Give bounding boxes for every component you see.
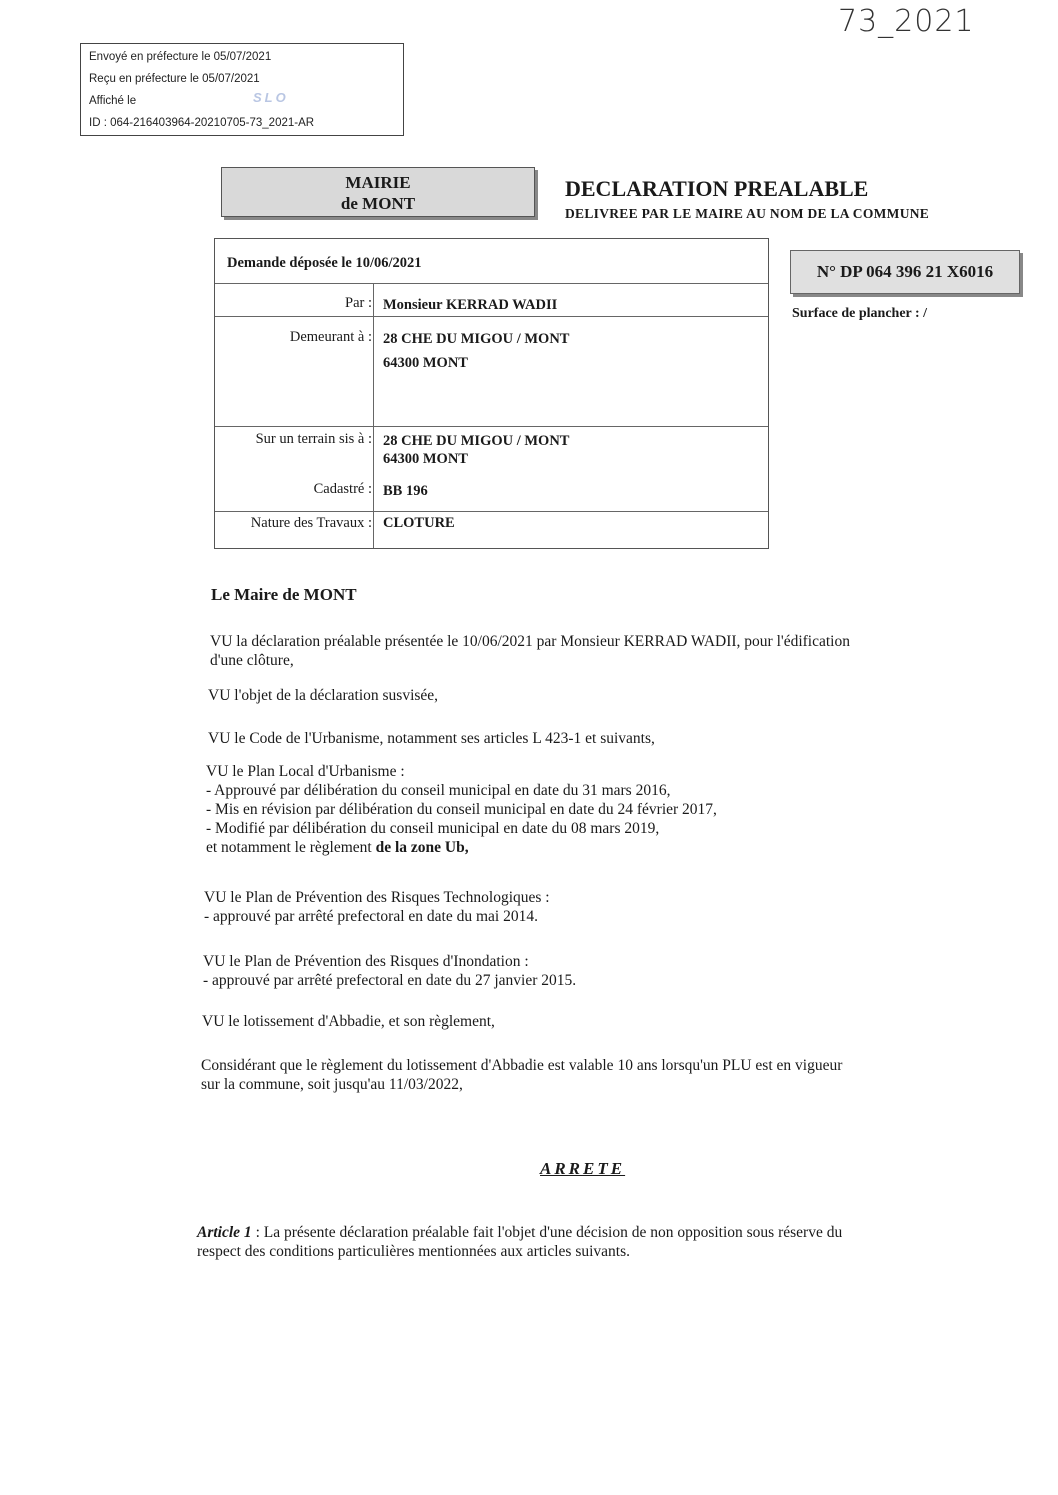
- text-line: - Modifié par délibération du conseil municipal en date du 08 mars 2019,: [206, 820, 660, 837]
- text-line: VU le Plan Local d'Urbanisme :: [206, 763, 405, 780]
- stamp-received-line: Reçu en préfecture le 05/07/2021: [89, 73, 260, 85]
- arrete-heading: ARRETE: [540, 1159, 626, 1178]
- vu-objet: VU l'objet de la déclaration susvisée,: [208, 687, 439, 704]
- slo-logo: SLO: [253, 90, 289, 105]
- article-1: [197, 1223, 842, 1261]
- document-subtitle: DELIVREE PAR LE MAIRE AU NOM DE LA COMMUNE: [565, 206, 930, 221]
- nature-value: CLOTURE: [383, 515, 455, 531]
- demeurant-line2: 64300 MONT: [383, 355, 468, 371]
- divider: [215, 316, 768, 317]
- document-title: DECLARATION PREALABLE: [565, 176, 869, 201]
- prefecture-stamp: [80, 43, 404, 136]
- text-line: - Mis en révision par délibération du conseil municipal en date du 24 février 2017,: [206, 801, 717, 818]
- text-line: respect des conditions particulières mentionnées aux articles suivants.: [197, 1243, 631, 1260]
- text-line: VU le Plan de Prévention des Risques d'Inondation :: [203, 953, 529, 970]
- stamp-posted-line: Affiché le: [89, 95, 137, 107]
- column-divider: [373, 283, 374, 548]
- text-line: VU la déclaration préalable présentée le 10/06/2021 par Monsieur KERRAD WADII, pour l'édification: [210, 633, 850, 650]
- stamp-sent-line: Envoyé en préfecture le 05/07/2021: [89, 51, 272, 63]
- mairie-box: [221, 167, 535, 217]
- vu-lotissement: VU le lotissement d'Abbadie, et son règlement,: [202, 1013, 495, 1030]
- text-line: Considérant que le règlement du lotissement d'Abbadie est valable 10 ans lorsqu'un PLU est en vigueur: [201, 1057, 843, 1074]
- stamp-id-line: ID : 064-216403964-20210705-73_2021-AR: [89, 117, 315, 129]
- article-1-label: Article 1: [197, 1224, 252, 1241]
- divider: [215, 283, 768, 284]
- text-line: - approuvé par arrêté prefectoral en date du mai 2014.: [204, 908, 538, 925]
- text-line: VU le Plan de Prévention des Risques Technologiques :: [204, 889, 550, 906]
- cadastre-value: BB 196: [383, 483, 428, 499]
- considerant: [201, 1056, 842, 1094]
- divider: [215, 511, 768, 512]
- par-value: Monsieur KERRAD WADII: [383, 297, 558, 313]
- demeurant-line1: 28 CHE DU MIGOU / MONT: [383, 331, 570, 347]
- vu-code: VU le Code de l'Urbanisme, notamment ses articles L 423-1 et suivants,: [208, 730, 655, 747]
- par-label: Par :: [345, 295, 372, 311]
- surface-plancher: Surface de plancher : /: [792, 306, 928, 321]
- mairie-commune: de MONT: [340, 194, 416, 213]
- terrain-line2: 64300 MONT: [383, 451, 468, 467]
- terrain-line1: 28 CHE DU MIGOU / MONT: [383, 433, 570, 449]
- vu-plu: [206, 762, 717, 857]
- text-line: Article 1 : La présente déclaration préalable fait l'objet d'une décision de non opposition sous réserve du: [197, 1224, 843, 1241]
- zone-ub: de la zone Ub,: [375, 839, 469, 856]
- vu-pprt: [204, 888, 550, 926]
- vu-declaration: [210, 632, 850, 670]
- text-line: sur la commune, soit jusqu'au 11/03/2022,: [201, 1076, 463, 1093]
- text-line: - approuvé par arrêté prefectoral en date du 27 janvier 2015.: [203, 972, 577, 989]
- dp-number: N° DP 064 396 21 X6016: [790, 250, 1020, 294]
- nature-label: Nature des Travaux :: [250, 515, 372, 531]
- demeurant-label: Demeurant à :: [289, 329, 372, 345]
- cadastre-label: Cadastré :: [313, 481, 372, 497]
- maire-heading: Le Maire de MONT: [211, 585, 357, 604]
- mairie-label: MAIRIE: [345, 173, 411, 192]
- text-line: d'une clôture,: [210, 652, 294, 669]
- application-form: [214, 238, 769, 549]
- divider: [215, 426, 768, 427]
- text-line: et notamment le règlement de la zone Ub,: [206, 839, 469, 856]
- demande-date: Demande déposée le 10/06/2021: [227, 255, 422, 271]
- text-line: - Approuvé par délibération du conseil municipal en date du 31 mars 2016,: [206, 782, 671, 799]
- handwritten-reference: 73_2021: [838, 4, 975, 39]
- vu-ppri: [203, 952, 576, 990]
- terrain-label: Sur un terrain sis à :: [255, 431, 372, 447]
